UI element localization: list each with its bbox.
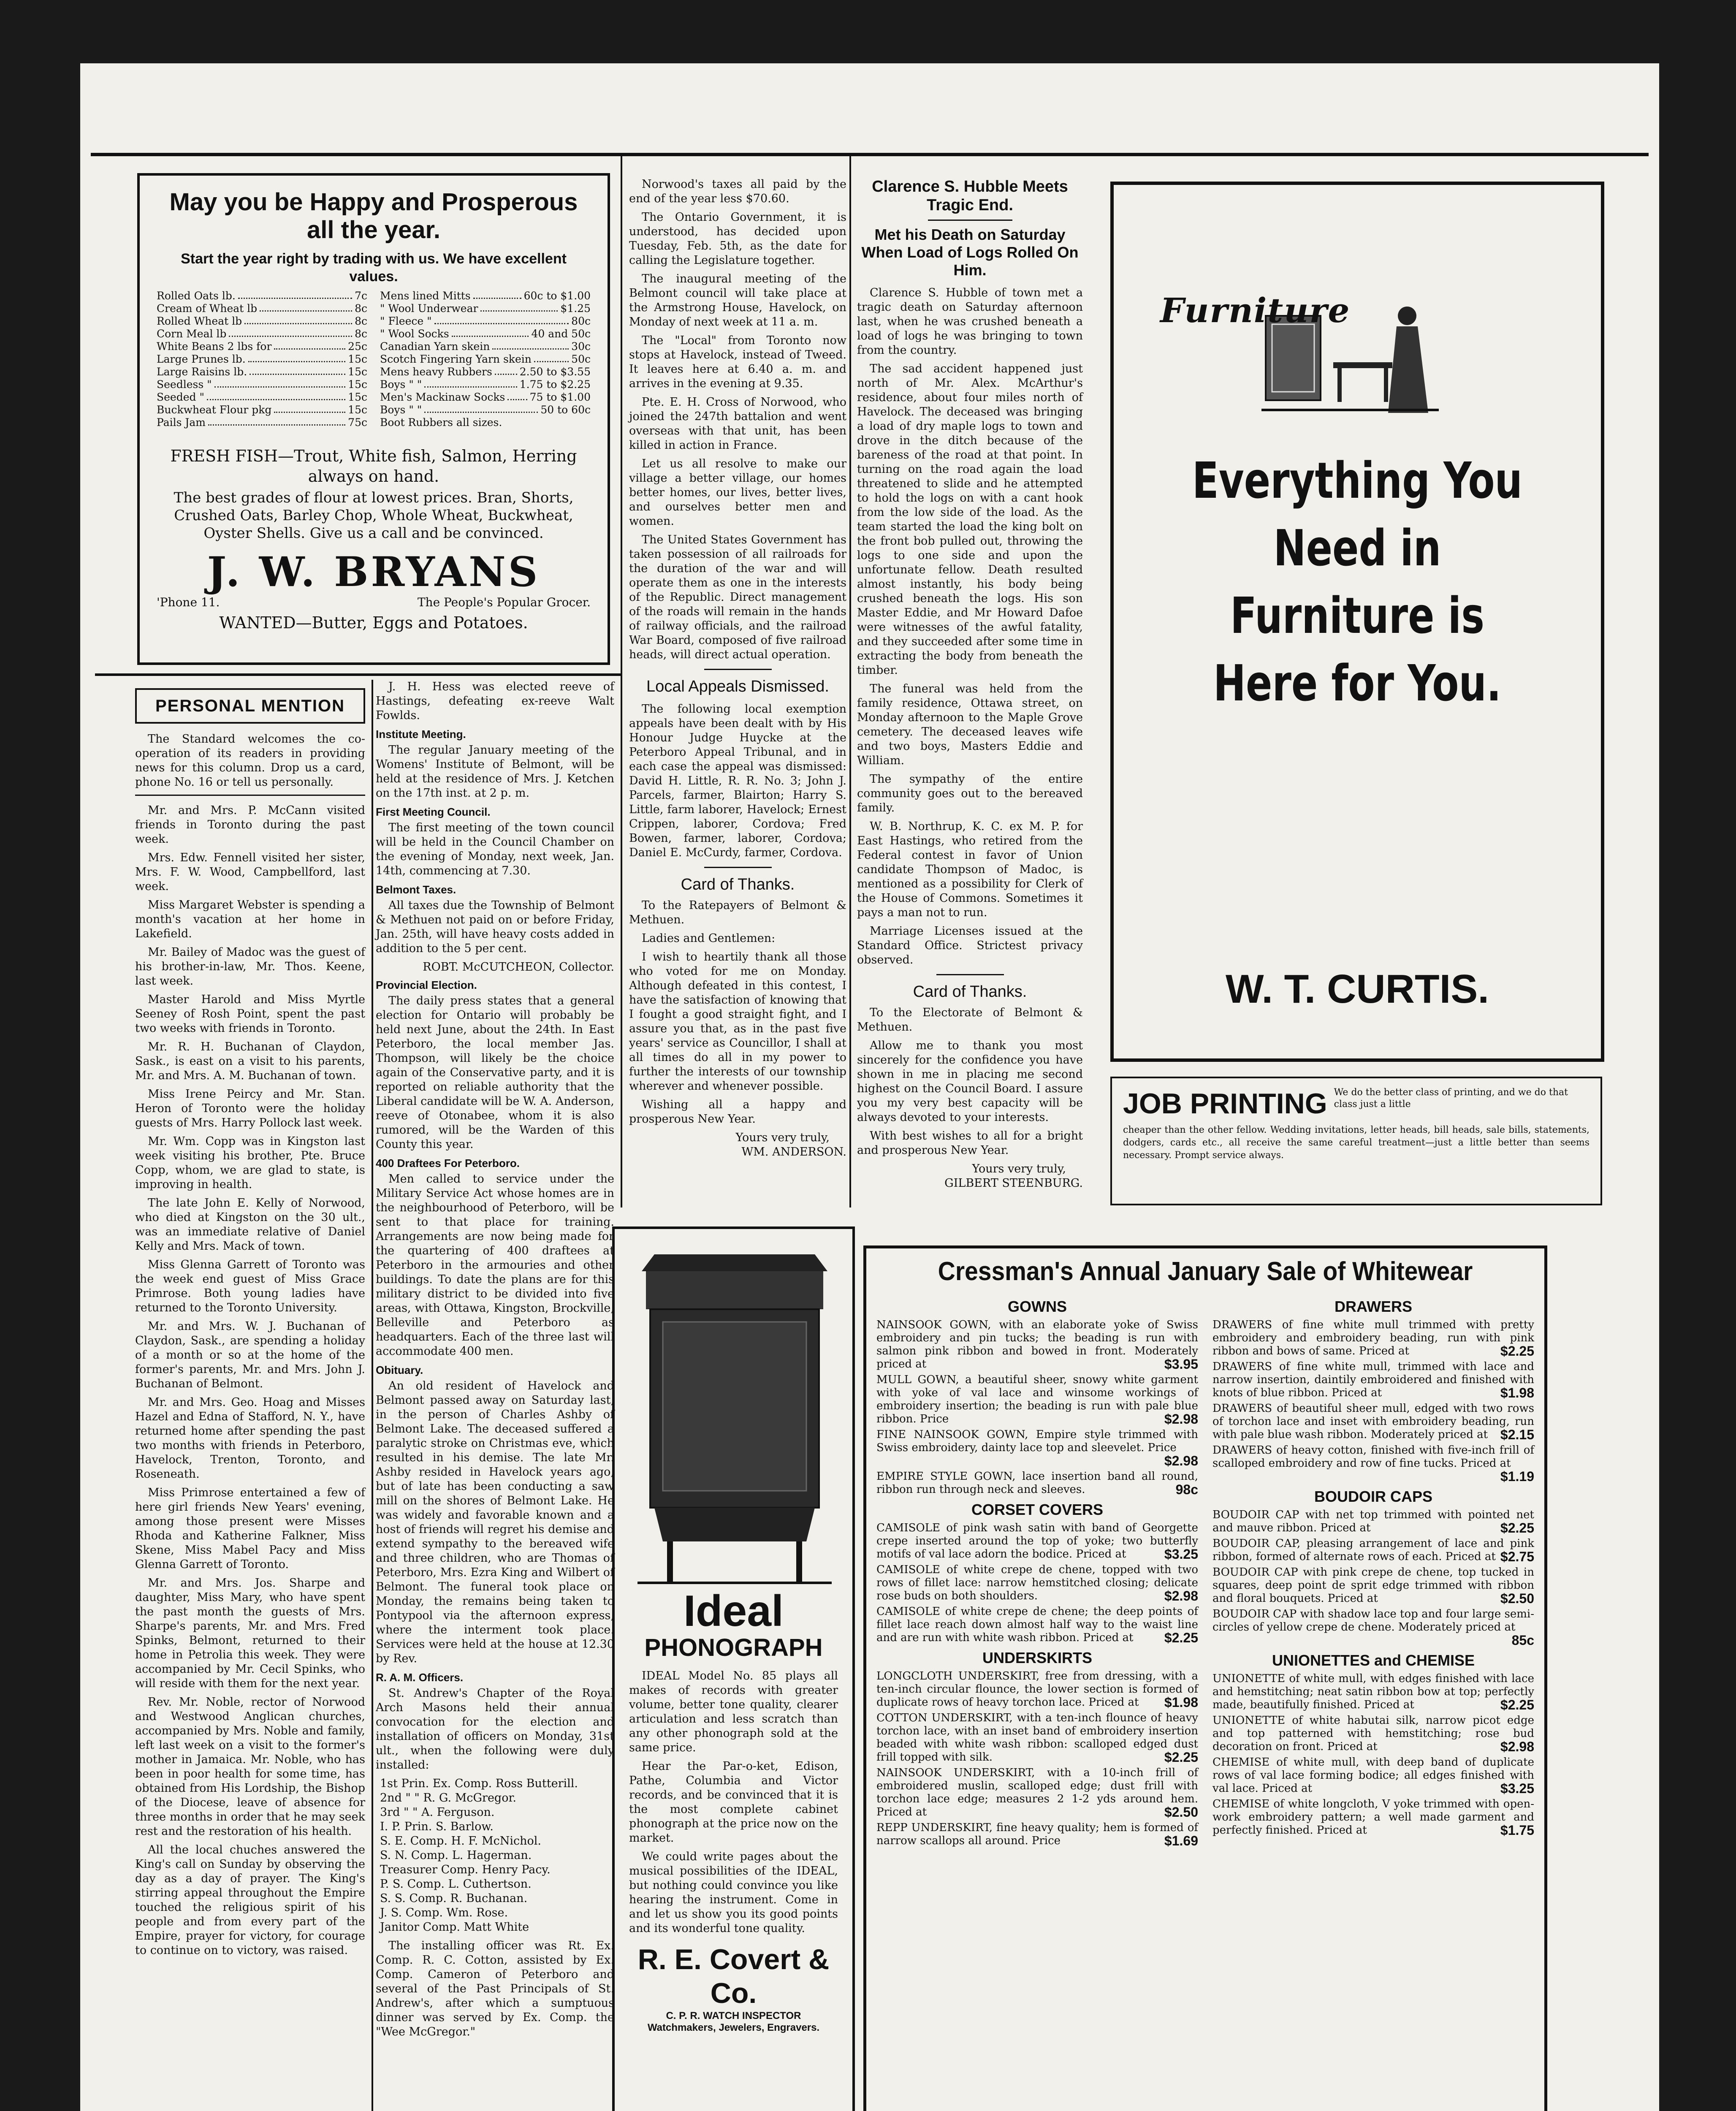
news-item: The funeral was held from the family residence, Ottawa street, on Monday afternoon to the Maple Grove cemetery. The deceased leaves wife and two boys, Masters Eddie and William. bbox=[857, 682, 1083, 767]
price-row bbox=[157, 378, 367, 391]
bryans-tagline: The People's Popular Grocer. bbox=[417, 595, 591, 609]
cressman-section-heading: UNIONETTES and CHEMISE bbox=[1272, 1652, 1475, 1669]
price-row bbox=[157, 302, 367, 315]
item-price: $2.98 bbox=[1164, 1453, 1198, 1468]
price-column-left bbox=[157, 290, 367, 429]
section-text: An old resident of Havelock and Belmont passed away on Saturday last, in the person of Charles Ashby of Belmont Lake. The deceased suffered a paralytic stroke on Christmas eve, which resulted in his demise. The late Mr. Ashby resided in Havelock years ago, but of late has been conducting a saw mill on the shores of Belmont Lake. He was widely and favorable known and a host of friends will regret his demise and extend sympathy to the bereaved wife and three children, who are Thomas of Peterboro, Mrs. Ezra King and Wilbert of Belmont. The funeral took place on Monday, the remains being taken to Pontypool via the afternoon express, where the interment took place. Services were held at the house at 12.30 by Rev. bbox=[376, 1379, 614, 1665]
price-row bbox=[157, 353, 367, 366]
thanks-body: I wish to heartily thank all those who voted for me on Monday. Although defeated in this contest, I have the satisfaction of knowing that I fought a good straight fight, and I assure you that, as in the past five years' service as Councillor, I shall at all times do all in my power to further the interests of our township wherever and whenever possible. bbox=[629, 950, 846, 1093]
price-value: 50 to 60c bbox=[540, 404, 591, 416]
item-price: $1.69 bbox=[1164, 1833, 1198, 1848]
bryans-heading-2: all the year. bbox=[307, 216, 440, 244]
appeals-title: Local Appeals Dismissed. bbox=[646, 678, 829, 695]
phonograph-subtitle: PHONOGRAPH bbox=[644, 1634, 823, 1661]
item-price: $3.95 bbox=[1164, 1357, 1198, 1372]
item-description: MULL GOWN, a beautiful sheer, snowy white garment with yoke of val lace and winsome workings of embroidery insertion; the beading is run with pale blue ribbon. Price bbox=[876, 1373, 1198, 1425]
item-description: CHEMISE of white mull, with deep band of duplicate rows of val lace forming bodice; all edges finished with val lace. Priced at bbox=[1212, 1756, 1534, 1795]
cressman-item bbox=[876, 1319, 1198, 1371]
section-text: All taxes due the Township of Belmont & Methuen not paid on or before Friday, Jan. 25th, will have heavy costs added in addition to the 5 per cent. bbox=[376, 899, 614, 955]
item-price: $1.75 bbox=[1500, 1823, 1534, 1838]
price-item: " Wool Socks bbox=[380, 328, 449, 340]
thanks-wish: Wishing all a happy and prosperous New Year. bbox=[629, 1098, 846, 1126]
leader-dots bbox=[238, 290, 352, 299]
price-item: Boys " " bbox=[380, 404, 422, 416]
item-description: FINE NAINSOOK GOWN, Empire style trimmed with Swiss embroidery, dainty lace top and sleevelet. Price bbox=[876, 1428, 1198, 1454]
cressman-left-column bbox=[876, 1293, 1198, 1850]
item-price: $2.75 bbox=[1500, 1549, 1534, 1564]
leader-dots bbox=[424, 378, 517, 388]
item-description: UNIONETTE of white habutai silk, narrow picot edge and top patterned with hemstitching; rose bud decoration on front. Priced at bbox=[1212, 1714, 1534, 1753]
price-value: 30c bbox=[571, 340, 591, 353]
personal-item: Mr. R. H. Buchanan of Claydon, Sask., is east on a visit to his parents, Mr. and Mrs. A. M. Buchanan of town. bbox=[135, 1040, 365, 1082]
cressman-item bbox=[1212, 1402, 1534, 1441]
section-head: Obituary. bbox=[376, 1364, 423, 1376]
divider bbox=[936, 974, 1004, 975]
price-row bbox=[157, 340, 367, 353]
thanks-sign: WM. ANDERSON. bbox=[741, 1145, 846, 1159]
leader-dots bbox=[229, 328, 352, 337]
price-value: 50c bbox=[571, 353, 591, 365]
price-row bbox=[157, 328, 367, 340]
news-item: The United States Government has taken possession of all railroads for the duration of the war and will operate them as one in the interests of the Republic. Direct management of the roads will remain in the hands of railway officials, and the railroad War Board, composed of five railroad heads, will direct actual operation. bbox=[629, 533, 846, 661]
divider bbox=[704, 867, 772, 868]
covert-p1: IDEAL Model No. 85 plays all makes of records with greater volume, better tone quality, clearer articulation and less scratch than any other phonograph sold at the same price. bbox=[629, 1669, 838, 1754]
price-row bbox=[157, 416, 367, 429]
cressman-item bbox=[1212, 1360, 1534, 1400]
flour-text: The best grades of flour at lowest prices. Bran, Shorts, Crushed Oats, Barley Chop, Whole Wheat, Buckwheat, Oyster Shells. Give us a call and be convinced. bbox=[174, 489, 574, 542]
item-price: $1.98 bbox=[1164, 1695, 1198, 1710]
officer-line: S. E. Comp. H. F. McNichol. bbox=[380, 1834, 541, 1848]
appeals-text: The following local exemption appeals have been dealt with by His Honour Judge Huycke at the Peterboro Appeal Tribunal, and in each case the appeal was dismissed: David H. Little, R. R. No. 3; John J. Parcels, farmer, Blairton; Harry S. Little, farm laborer, Havelock; Ernest Crippen, laborer, Cordova; Fred Bowen, farmer, laborer, Cordova; Daniel E. McCurdy, farmer, Cordova. bbox=[629, 703, 846, 859]
item-price: 85c bbox=[1511, 1633, 1534, 1648]
item-description: REPP UNDERSKIRT, fine heavy quality; hem is formed of narrow scallops all around. Price bbox=[876, 1821, 1198, 1847]
news-item: The Ontario Government, it is understood, has decided upon Tuesday, Feb. 5th, as the date for calling the Legislature together. bbox=[629, 211, 846, 267]
section-text: The regular January meeting of the Womens' Institute of Belmont, will be held at the residence of Mrs. J. Ketchen on the 17th inst. at 2 p. m. bbox=[376, 743, 614, 800]
item-price: $2.25 bbox=[1500, 1520, 1534, 1536]
item-description: CHEMISE of white longcloth, V yoke trimmed with open-work embroidery pattern; a well made garment and perfectly finished. Priced at bbox=[1212, 1798, 1534, 1837]
officer-line: S. S. Comp. R. Buchanan. bbox=[380, 1892, 528, 1905]
price-item: Canadian Yarn skein bbox=[380, 340, 490, 353]
price-value: $1.25 bbox=[560, 302, 591, 315]
price-item: Rolled Wheat lb bbox=[157, 315, 242, 327]
personal-item: The late John E. Kelly of Norwood, who died at Kingston on the 30 ult., was an immediate relative of Daniel Kelly and Mrs. Mack of town. bbox=[135, 1197, 365, 1253]
news-item: W. B. Northrup, K. C. ex M. P. for East Hastings, who retired from the Federal contest in favor of Union candidate Thompson of Madoc, is mentioned as a possibility for Clerk of the House of Commons. Sometimes it pays a man not to run. bbox=[857, 820, 1083, 919]
price-item: Cream of Wheat lb bbox=[157, 302, 258, 315]
item-description: EMPIRE STYLE GOWN, lace insertion band all round, ribbon run through neck and sleeves. bbox=[876, 1470, 1198, 1496]
thanks-close: Yours very truly, bbox=[972, 1162, 1066, 1175]
leader-dots bbox=[214, 378, 346, 388]
cressman-section-heading: UNDERSKIRTS bbox=[982, 1649, 1092, 1666]
covert-ad bbox=[612, 1226, 855, 2111]
cressman-item bbox=[1212, 1672, 1534, 1712]
curtis-slogan bbox=[1167, 447, 1547, 717]
covert-line1: C. P. R. WATCH INSPECTOR bbox=[666, 2010, 801, 2021]
item-price: $2.25 bbox=[1500, 1343, 1534, 1359]
cressman-item bbox=[876, 1428, 1198, 1468]
cressman-item bbox=[876, 1821, 1198, 1848]
leader-dots bbox=[495, 366, 517, 375]
officer-line: 2nd " " R. G. McGregor. bbox=[380, 1791, 516, 1804]
price-item: " Fleece " bbox=[380, 315, 432, 327]
price-row bbox=[380, 366, 591, 378]
leader-dots bbox=[534, 353, 569, 362]
leader-dots bbox=[434, 315, 569, 324]
cressman-item bbox=[1212, 1537, 1534, 1563]
job-printing-title: JOB PRINTING bbox=[1123, 1088, 1327, 1120]
item-description: DRAWERS of beautiful sheer mull, edged with two rows of torchon lace and inset with embroidery beading, run with pale blue wash ribbon. Moderately priced at bbox=[1212, 1402, 1534, 1441]
top-rule bbox=[91, 153, 1649, 156]
personal-item: Miss Glenna Garrett of Toronto was the week end guest of Miss Grace Primrose. Both young ladies have returned to the Toronto University. bbox=[135, 1258, 365, 1314]
officer-line: P. S. Comp. L. Cuthertson. bbox=[380, 1878, 532, 1891]
price-value: 40 and 50c bbox=[531, 328, 591, 340]
bryans-contact bbox=[157, 595, 591, 609]
section-head: 400 Draftees For Peterboro. bbox=[376, 1157, 520, 1169]
thanks-title-steenburg: Card of Thanks. bbox=[913, 983, 1027, 1001]
officer-line: 1st Prin. Ex. Comp. Ross Butterill. bbox=[380, 1777, 578, 1790]
slogan-line-1: Everything You bbox=[1192, 451, 1523, 510]
leader-dots bbox=[480, 302, 558, 312]
slogan-line-3: Furniture is bbox=[1230, 586, 1484, 645]
price-value: 75 to $1.00 bbox=[529, 391, 591, 403]
price-row bbox=[380, 404, 591, 416]
item-price: $2.15 bbox=[1500, 1427, 1534, 1442]
leader-dots bbox=[250, 366, 345, 375]
personal-item: All the local chuches answered the King's call on Sunday by observing the day as a day of prayer. The King's stirring appeal throughout the Empire touched the religious spirit of his people and from every part of the Empire, prayer for victory, for courage to continue on to victory, was raised. bbox=[135, 1843, 365, 1957]
cressman-item bbox=[1212, 1566, 1534, 1605]
cressman-section-heading: BOUDOIR CAPS bbox=[1314, 1488, 1433, 1505]
news-item: The "Local" from Toronto now stops at Havelock, instead of Tweed. It leaves here at 6.40 a. m. and arrives in the evening at 9.35. bbox=[629, 334, 846, 390]
divider bbox=[928, 220, 1012, 221]
price-row bbox=[157, 366, 367, 378]
item-description: LONGCLOTH UNDERSKIRT, free from dressing, with a ten-inch circular flounce, the lower section is formed of duplicate rows of heavy torchon lace. Priced at bbox=[876, 1670, 1198, 1709]
personal-item: Master Harold and Miss Myrtle Seeney of Rosh Point, spent the past two weeks with friends in Toronto. bbox=[135, 993, 365, 1035]
thanks-wish: With best wishes to all for a bright and prosperous New Year. bbox=[857, 1129, 1083, 1157]
personal-intro: The Standard welcomes the co-operation of its readers in providing news for this column. Drop us a card, phone No. 16 or tell us personally. bbox=[135, 733, 365, 789]
item-description: CAMISOLE of white crepe de chene, topped with two rows of fillet lace: narrow hemstitched closing; delicate rose buds on both shoulders. bbox=[876, 1563, 1198, 1602]
cressman-section-heading: DRAWERS bbox=[1334, 1298, 1412, 1315]
price-item: Men's Mackinaw Socks bbox=[380, 391, 505, 403]
hess-item: J. H. Hess was elected reeve of Hastings, defeating ex-reeve Walt Fowlds. bbox=[376, 680, 614, 722]
item-description: NAINSOOK GOWN, with an elaborate yoke of Swiss embroidery and pin tucks; the beading is run with salmon pink ribbon and bowed in front. Moderately priced at bbox=[876, 1319, 1198, 1370]
personal-item: Mr. and Mrs. P. McCann visited friends in Toronto during the past week. bbox=[135, 804, 365, 846]
cressman-item bbox=[1212, 1319, 1534, 1358]
personal-item: Mr. Bailey of Madoc was the guest of his brother-in-law, Mr. Thos. Keene, last week. bbox=[135, 946, 365, 988]
item-price: $1.19 bbox=[1500, 1469, 1534, 1484]
section-text: The first meeting of the town council will be held in the Council Chamber on the evening of Monday, next week, Jan. 14th, commencing at 7.30. bbox=[376, 821, 614, 877]
cressman-columns bbox=[876, 1293, 1534, 1850]
price-row bbox=[380, 290, 591, 302]
price-value: 7c bbox=[355, 290, 367, 302]
price-row bbox=[380, 391, 591, 404]
personal-item: Mr. Wm. Copp was in Kingston last week visiting his brother, Pte. Bruce Copp, whom, we are glad to state, is improving in health. bbox=[135, 1135, 365, 1191]
price-row bbox=[157, 315, 367, 328]
furniture-logo: Furniture bbox=[1160, 290, 1351, 330]
thanks-greeting: Ladies and Gentlemen: bbox=[642, 932, 776, 945]
leader-dots bbox=[208, 416, 345, 426]
item-description: DRAWERS of heavy cotton, finished with five-inch frill of scalloped embroidery and row of fine tucks. Priced at bbox=[1212, 1444, 1534, 1470]
personal-item: Mr. and Mrs. Geo. Hoag and Misses Hazel and Edna of Stafford, N. Y., have returned home after spending the past two months with friends in Peterboro, Havelock, Trenton, Toronto, and Roseneath. bbox=[135, 1396, 365, 1481]
item-description: NAINSOOK UNDERSKIRT, with a 10-inch frill of embroidered muslin, scalloped edge; dust frill with torchon lace edge; measures 2 1-2 yds around hem. Priced at bbox=[876, 1766, 1198, 1818]
price-column-right bbox=[380, 290, 591, 429]
col-rule-2 bbox=[372, 680, 373, 2111]
price-value: 15c bbox=[348, 404, 367, 416]
item-description: BOUDOIR CAP with shadow lace top and four large semi-circles of yellow crepe de chene. Moderately priced at bbox=[1212, 1608, 1534, 1633]
price-value: 15c bbox=[348, 391, 367, 403]
col4-paragraphs bbox=[857, 286, 1083, 967]
item-price: $3.25 bbox=[1164, 1547, 1198, 1562]
col-rule-4 bbox=[849, 156, 851, 1207]
cressman-item bbox=[1212, 1756, 1534, 1795]
section-head: Provincial Election. bbox=[376, 979, 477, 991]
section-head: Belmont Taxes. bbox=[376, 883, 456, 896]
leader-dots bbox=[274, 404, 345, 413]
phonograph-illustration bbox=[629, 1237, 838, 1588]
personal-items bbox=[135, 803, 365, 1958]
cressman-item bbox=[876, 1670, 1198, 1709]
section-text: The daily press states that a general election for Ontario will probably be held next June, about the 24th. In East Peterboro, the local member Jas. Thompson, will likely be the choice again of the Conservative party, and it is reported on reliable authority that the Liberal candidate will be W. A. Anderson, reeve of Otonabee, whom it is also rumored, will be the Warden of this County this year. bbox=[376, 994, 614, 1151]
item-price: $2.50 bbox=[1164, 1804, 1198, 1820]
price-value: 15c bbox=[348, 353, 367, 365]
price-row bbox=[157, 290, 367, 302]
bryans-ad bbox=[137, 173, 610, 665]
covert-line2: Watchmakers, Jewelers, Engravers. bbox=[647, 2022, 820, 2033]
item-description: COTTON UNDERSKIRT, with a ten-inch flounce of heavy torchon lace, with an inset band of embroidery insertion beaded with white wash ribbon: scalloped edged dust frill topped with silk. bbox=[876, 1712, 1198, 1764]
price-item: White Beans 2 lbs for bbox=[157, 340, 272, 353]
personal-title: PERSONAL MENTION bbox=[135, 688, 365, 724]
leader-dots bbox=[207, 391, 345, 400]
officer-line: Janitor Comp. Matt White bbox=[380, 1921, 529, 1934]
cressman-section-heading: CORSET COVERS bbox=[971, 1501, 1104, 1518]
price-row bbox=[380, 328, 591, 340]
officer-line: S. N. Comp. L. Hagerman. bbox=[380, 1849, 532, 1862]
item-price: $1.98 bbox=[1500, 1385, 1534, 1400]
item-price: $2.25 bbox=[1164, 1630, 1198, 1645]
news-item: The sad accident happened just north of Mr. Alex. McArthur's residence, about four miles north of Havelock. The deceased was bringing a load of dry maple logs to town and drove in the ditch because of the bareness of the road at that point. In turning on the road again the load threatened to slide and he attempted to hold the logs on with a cant hook from the low side of the load. As the team started the load the king bolt on the front bob pulled out, throwing the logs to one side and upon the unfortunate fellow. Death resulted almost instantly, his body being crushed beneath the logs. His son Master Eddie, and Mr Howard Dafoe were witnesses of the awful fatality, and they succeeded after some time in extracting the body from beneath the timber. bbox=[857, 362, 1083, 677]
item-description: UNIONETTE of white mull, with edges finished with lace and hemstitching; neat satin ribbon bow at top; perfectly made, beautifully finished. Priced at bbox=[1212, 1672, 1534, 1711]
item-description: BOUDOIR CAP, pleasing arrangement of lace and pink ribbon, formed of alternate rows of each. Priced at bbox=[1212, 1537, 1534, 1563]
price-value: 80c bbox=[571, 315, 591, 327]
item-description: CAMISOLE of white crepe de chene; the deep points of fillet lace reach down almost half way to the waist line and are run with white wash ribbon. Priced at bbox=[876, 1605, 1198, 1644]
divider bbox=[704, 669, 772, 670]
price-item: Seedless " bbox=[157, 378, 212, 391]
price-item: Corn Meal lb bbox=[157, 328, 227, 340]
cressman-item bbox=[876, 1563, 1198, 1603]
price-value: 2.50 to $3.55 bbox=[519, 366, 591, 378]
cressman-item bbox=[876, 1766, 1198, 1819]
price-item: Seeded " bbox=[157, 391, 204, 403]
ideal-title: Ideal bbox=[684, 1587, 784, 1636]
col3-paragraphs bbox=[629, 177, 846, 662]
bryans-subhead: Start the year right by trading with us. We have excellent values. bbox=[181, 251, 567, 285]
section-text: The installing officer was Rt. Ex. Comp. R. C. Cotton, assisted by Ex. Comp. Cameron of Peterboro and several of the Past Principals of St. Andrew's, after which a sumptuous dinner was served by Ex. Comp. the "Wee McGregor." bbox=[376, 1939, 614, 2038]
cressman-item bbox=[876, 1373, 1198, 1426]
covert-p3: We could write pages about the musical possibilities of the IDEAL, but nothing could convince you like hearing the instrument. Come in and let us show you its good points and its wonderful tone quality. bbox=[629, 1850, 838, 1935]
item-description: BOUDOIR CAP with net top trimmed with pointed net and mauve ribbon. Priced at bbox=[1212, 1509, 1534, 1534]
price-item: Boot Rubbers all sizes. bbox=[380, 416, 502, 429]
section-head: Institute Meeting. bbox=[376, 728, 466, 741]
section-text: Men called to service under the Military Service Act whose homes are in the neighbourhood of Peterboro, will be sent to that place for training. Arrangements are now being made for the quartering of 400 draftees at Peterboro in the armouries and other buildings. To date the plans are for this military district to be divided into five areas, with Ottawa, Kingston, Brockville, Belleville and Peterboro as headquarters. Each of the three last will accommodate 400 men. bbox=[376, 1172, 614, 1358]
item-description: DRAWERS of fine white mull, trimmed with lace and narrow insertion, daintily embroidered and finished with knots of blue ribbon. Priced at bbox=[1212, 1360, 1534, 1399]
price-value: 15c bbox=[348, 378, 367, 391]
job-printing-ad bbox=[1110, 1077, 1602, 1205]
personal-item: Miss Primrose entertained a few of here girl friends New Years' evening, among those present were Misses Rhoda and Katherine Falkner, Miss Skene, Miss Mabel Pacy and Miss Glenna Garrett of Toronto. bbox=[135, 1486, 365, 1571]
cressman-title: Cressman's Annual January Sale of Whitewear bbox=[938, 1257, 1473, 1286]
job-printing-body: cheaper than the other fellow. Wedding invitations, letter heads, bill heads, sale bills, statements, dodgers, cards etc., all receive the same careful treatment—just a little better than seems necessary. Prompt service always. bbox=[1123, 1125, 1590, 1161]
thanks-sign: GILBERT STEENBURG. bbox=[944, 1177, 1083, 1190]
fresh-fish: FRESH FISH—Trout, White fish, Salmon, Herring always on hand. bbox=[170, 447, 577, 486]
item-price: $2.25 bbox=[1500, 1697, 1534, 1712]
cressman-section-heading: GOWNS bbox=[1008, 1298, 1067, 1315]
cressman-item bbox=[1212, 1444, 1534, 1483]
officer-line: Treasurer Comp. Henry Pacy. bbox=[380, 1863, 551, 1876]
leader-dots bbox=[244, 315, 352, 324]
section-head: R. A. M. Officers. bbox=[376, 1671, 464, 1684]
personal-item: Miss Irene Peircy and Mr. Stan. Heron of Toronto were the holiday guests of Mrs. Harry Pollock last week. bbox=[135, 1088, 365, 1129]
personal-item: Mrs. Edw. Fennell visited her sister, Mrs. F. W. Wood, Campbellford, last week. bbox=[135, 851, 365, 893]
leader-dots bbox=[248, 353, 345, 362]
col3-news bbox=[629, 177, 846, 1159]
price-item: Mens lined Mitts bbox=[380, 290, 471, 302]
item-price: $2.50 bbox=[1500, 1591, 1534, 1606]
slogan-line-2: Need in bbox=[1273, 519, 1441, 577]
col-rule-3 bbox=[621, 156, 622, 1207]
mid-rule-left bbox=[95, 673, 621, 676]
price-item: Boys " " bbox=[380, 378, 422, 391]
bryans-name: J. W. BRYANS bbox=[207, 548, 540, 596]
personal-item: Miss Margaret Webster is spending a month's vacation at her home in Lakefield. bbox=[135, 898, 365, 940]
item-price: $2.25 bbox=[1164, 1750, 1198, 1765]
item-description: CAMISOLE of pink wash satin with band of Georgette crepe inserted around the top of yoke; two butterfly motifs of val lace adorn the bodice. Priced at bbox=[876, 1522, 1198, 1560]
item-description: DRAWERS of fine white mull trimmed with pretty embroidery and embroidery beading, run with pink ribbon and bows of same. Priced at bbox=[1212, 1319, 1534, 1357]
officer-line: 3rd " " A. Ferguson. bbox=[380, 1806, 495, 1819]
news-item: Let us all resolve to make our village a better village, our homes better homes, our lives, better lives, and ourselves better men and women. bbox=[629, 457, 846, 528]
hubble-subtitle: Met his Death on Saturday When Load of Logs Rolled On Him. bbox=[861, 226, 1079, 279]
price-value: 15c bbox=[348, 366, 367, 378]
price-row bbox=[157, 391, 367, 404]
price-item: Large Raisins lb. bbox=[157, 366, 247, 378]
covert-name: R. E. Covert & Co. bbox=[637, 1943, 830, 2009]
price-row bbox=[380, 416, 591, 429]
bryans-heading: May you be Happy and Prosperous bbox=[169, 188, 578, 216]
curtis-ad bbox=[1110, 182, 1604, 1062]
leader-dots bbox=[260, 302, 352, 312]
news-item: The inaugural meeting of the Belmont council will take place at the Armstrong House, Havelock, on Monday of next week at 11 a. m. bbox=[629, 272, 846, 328]
cressman-item bbox=[1212, 1798, 1534, 1837]
cressman-item bbox=[876, 1470, 1198, 1496]
thanks-close: Yours very truly, bbox=[735, 1131, 830, 1144]
price-item: Buckwheat Flour pkg bbox=[157, 404, 272, 416]
price-value: 1.75 to $2.25 bbox=[519, 378, 591, 391]
bryans-price-list bbox=[157, 290, 591, 429]
item-price: 98c bbox=[1175, 1482, 1198, 1497]
personal-item: Mr. and Mrs. W. J. Buchanan of Claydon, Sask., are spending a holiday of a month or so at the home of the former's parents, Mr. and Mrs. John J. Buchanan of Belmont. bbox=[135, 1320, 365, 1390]
covert-copy bbox=[629, 1669, 838, 1936]
personal-item: Rev. Mr. Noble, rector of Norwood and Westwood Anglican churches, accompanied by Mrs. Noble and family, left last week on a visit to the former's mother in Jamaica. Mr. Noble, who has been in poor health for some time, has obtained from His Lordship, the Bishop of the Diocese, leave of absence for three months in order that he may seek rest and the restoration of his health. bbox=[135, 1696, 365, 1838]
phonograph-cabinet-icon bbox=[629, 1237, 840, 1588]
col2-news bbox=[376, 680, 614, 2043]
item-price: $2.98 bbox=[1500, 1739, 1534, 1754]
covert-p2: Hear the Par-o-ket, Edison, Pathe, Columbia and Victor records, and be convinced that it is the most complete cabinet phonograph at the price now on the market. bbox=[629, 1760, 838, 1845]
price-item: Mens heavy Rubbers bbox=[380, 366, 492, 378]
cressman-item bbox=[876, 1522, 1198, 1561]
price-row bbox=[380, 340, 591, 353]
personal-item: Mr. and Mrs. Jos. Sharpe and daughter, Miss Mary, who have spent the past month the guests of Mrs. Sharpe's parents, Mr. and Mrs. Fred Spinks, Belmont, returned to their home in Petrolia this week. They were accompanied by Mr. Cecil Spinks, who will reside with them for the next year. bbox=[135, 1576, 365, 1690]
news-item: Pte. E. H. Cross of Norwood, who joined the 247th battalion and went overseas with that unit, has been killed in action in France. bbox=[629, 396, 846, 452]
price-row bbox=[380, 302, 591, 315]
price-value: 60c to $1.00 bbox=[524, 290, 591, 302]
leader-dots bbox=[507, 391, 527, 400]
col4-news bbox=[857, 177, 1083, 1191]
slogan-line-4: Here for You. bbox=[1213, 654, 1501, 712]
item-price: $2.98 bbox=[1164, 1588, 1198, 1604]
price-value: 25c bbox=[348, 340, 367, 353]
personal-mention bbox=[135, 688, 365, 1962]
leader-dots bbox=[274, 340, 345, 350]
item-description: BOUDOIR CAP with pink crepe de chene, top tucked in squares, deep point de sprit edge trimmed with ribbon and floral bouquets. Priced at bbox=[1212, 1566, 1534, 1605]
collector-sign: ROBT. McCUTCHEON, Collector. bbox=[423, 961, 614, 974]
cressman-item bbox=[1212, 1714, 1534, 1753]
cressman-item bbox=[876, 1605, 1198, 1644]
section-head: First Meeting Council. bbox=[376, 806, 491, 818]
news-item: Marriage Licenses issued at the Standard Office. Strictest privacy observed. bbox=[857, 925, 1083, 966]
price-value: 8c bbox=[355, 328, 367, 340]
cressman-item bbox=[1212, 1509, 1534, 1535]
thanks-title-anderson: Card of Thanks. bbox=[681, 876, 795, 893]
leader-dots bbox=[424, 404, 538, 413]
leader-dots bbox=[452, 328, 529, 337]
thanks-to: To the Ratepayers of Belmont & Methuen. bbox=[629, 899, 846, 926]
item-price: $2.98 bbox=[1164, 1411, 1198, 1427]
hubble-title: Clarence S. Hubble Meets Tragic End. bbox=[872, 178, 1068, 214]
curtis-name: W. T. CURTIS. bbox=[1226, 966, 1489, 1012]
price-row bbox=[157, 404, 367, 416]
leader-dots bbox=[492, 340, 569, 350]
section-text: St. Andrew's Chapter of the Royal Arch Masons held their annual convocation for the election and installation of officers on Monday, 31st ult., when the following were duly installed: bbox=[376, 1687, 614, 1772]
thanks-body: Allow me to thank you most sincerely for the confidence you have shown in me in placing me second highest on the Council Board. I assure you my very best capacity will be always devoted to your interests. bbox=[857, 1039, 1083, 1124]
price-value: 8c bbox=[355, 302, 367, 315]
price-value: 8c bbox=[355, 315, 367, 327]
bryans-wanted: WANTED—Butter, Eggs and Potatoes. bbox=[219, 613, 528, 632]
news-item: Norwood's taxes all paid by the end of the year less $70.60. bbox=[629, 178, 846, 205]
divider bbox=[135, 795, 365, 796]
officer-line: I. P. Prin. S. Barlow. bbox=[380, 1820, 494, 1833]
price-value: 75c bbox=[348, 416, 367, 429]
cressman-ad bbox=[863, 1245, 1547, 2111]
cressman-item bbox=[876, 1712, 1198, 1764]
price-row bbox=[380, 353, 591, 366]
leader-dots bbox=[473, 290, 521, 299]
price-item: Pails Jam bbox=[157, 416, 206, 429]
news-item: The sympathy of the entire community goes out to the bereaved family. bbox=[857, 773, 1083, 814]
price-row bbox=[380, 378, 591, 391]
job-printing-side: We do the better class of printing, and we do that class just a little bbox=[1334, 1087, 1568, 1110]
news-item: Clarence S. Hubble of town met a tragic death on Saturday afternoon last, when he was crushed beneath a load of logs he was bringing to town from the country. bbox=[857, 286, 1083, 357]
price-item: Rolled Oats lb. bbox=[157, 290, 236, 302]
officers-list bbox=[376, 1777, 614, 1935]
cressman-right-column bbox=[1212, 1293, 1534, 1850]
cressman-item bbox=[1212, 1608, 1534, 1647]
price-row bbox=[380, 315, 591, 328]
bryans-phone: 'Phone 11. bbox=[157, 595, 220, 609]
officer-line: J. S. Comp. Wm. Rose. bbox=[380, 1906, 508, 1919]
item-price: $3.25 bbox=[1500, 1781, 1534, 1796]
thanks-to: To the Electorate of Belmont & Methuen. bbox=[857, 1006, 1083, 1034]
price-item: " Wool Underwear bbox=[380, 302, 478, 315]
price-item: Scotch Fingering Yarn skein bbox=[380, 353, 532, 365]
price-item: Large Prunes lb. bbox=[157, 353, 246, 365]
